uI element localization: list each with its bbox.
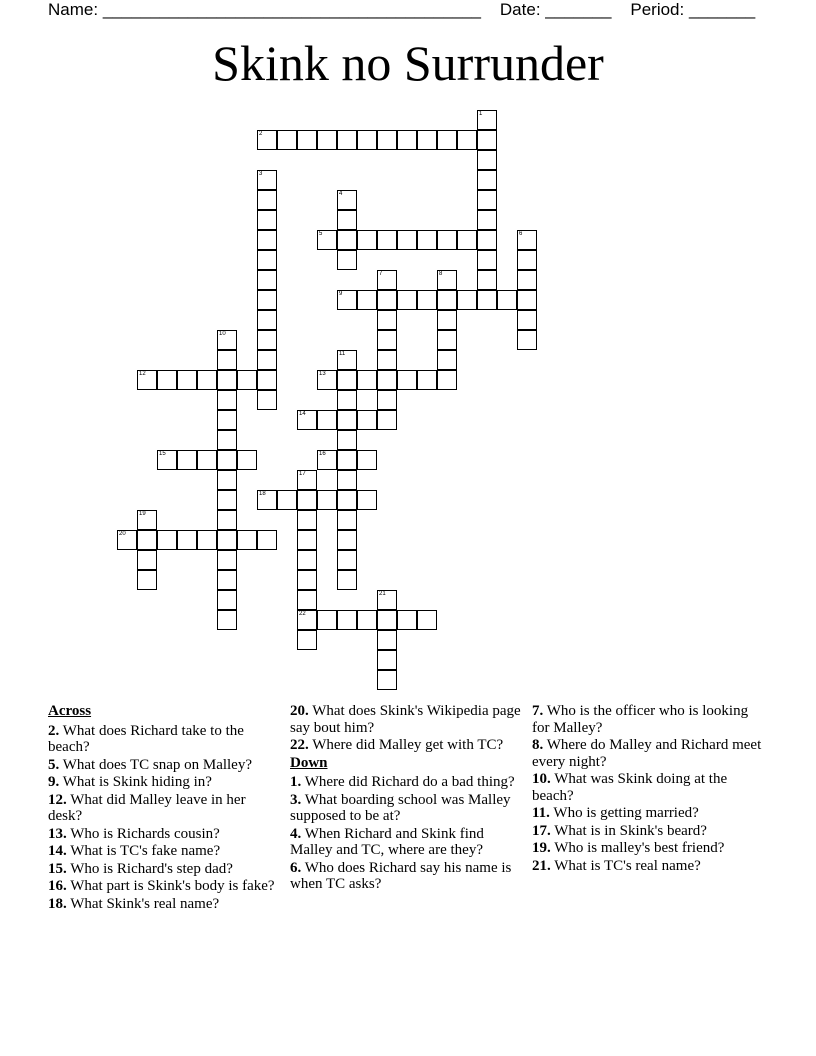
grid-cell[interactable]	[217, 570, 237, 590]
period-label: Period:	[630, 0, 685, 19]
grid-cell[interactable]	[257, 170, 277, 190]
grid-cell[interactable]	[417, 230, 437, 250]
grid-cell[interactable]	[437, 370, 457, 390]
grid-cell[interactable]	[177, 370, 197, 390]
grid-cell[interactable]	[377, 610, 397, 630]
grid-cell[interactable]	[377, 650, 397, 670]
grid-cell[interactable]	[257, 290, 277, 310]
clue-down-7: 7. Who is the officer who is looking for Malley?	[532, 703, 749, 736]
grid-cell[interactable]	[357, 370, 377, 390]
grid-cell[interactable]	[197, 530, 217, 550]
grid-cell[interactable]	[257, 310, 277, 330]
grid-cell[interactable]	[337, 450, 357, 470]
clue-number: 10	[219, 331, 226, 337]
grid-cell[interactable]	[257, 390, 277, 410]
grid-cell[interactable]	[237, 530, 257, 550]
grid-cell[interactable]	[417, 610, 437, 630]
grid-cell[interactable]	[437, 230, 457, 250]
grid-cell[interactable]	[337, 530, 357, 550]
grid-cell[interactable]	[417, 290, 437, 310]
clue-number: 12	[139, 371, 146, 377]
grid-cell[interactable]	[437, 310, 457, 330]
clue-number: 7	[379, 271, 383, 277]
grid-cell[interactable]	[157, 450, 177, 470]
clue-number: 2	[259, 131, 263, 137]
clue-number: 16	[319, 451, 326, 457]
grid-cell[interactable]	[377, 310, 397, 330]
date-label: Date:	[499, 0, 541, 19]
grid-cell[interactable]	[477, 290, 497, 310]
clue-number: 19	[139, 511, 146, 517]
clue-number: 22	[299, 611, 306, 617]
grid-cell[interactable]	[337, 390, 357, 410]
grid-cell[interactable]	[297, 490, 317, 510]
grid-cell[interactable]	[357, 230, 377, 250]
grid-cell[interactable]	[397, 290, 417, 310]
grid-cell[interactable]	[377, 410, 397, 430]
clue-down-8: 8. Where do Malley and Richard meet every night?	[532, 737, 762, 770]
grid-cell[interactable]	[337, 250, 357, 270]
grid-cell[interactable]	[217, 370, 237, 390]
clue-down-4: 4. When Richard and Skink find Malley and TC, where are they?	[290, 825, 484, 858]
grid-cell[interactable]	[357, 130, 377, 150]
grid-cell[interactable]	[297, 550, 317, 570]
clue-down-6: 6. Who does Richard say his name is when TC asks?	[290, 859, 512, 892]
grid-cell[interactable]	[337, 190, 357, 210]
grid-cell[interactable]	[377, 270, 397, 290]
clue-number: 15	[159, 451, 166, 457]
clue-number: 20	[119, 531, 126, 537]
grid-cell[interactable]	[477, 190, 497, 210]
clue-number: 17	[299, 471, 306, 477]
grid-cell[interactable]	[157, 530, 177, 550]
grid-cell[interactable]	[377, 230, 397, 250]
name-label: Name:	[48, 0, 99, 19]
grid-cell[interactable]	[297, 570, 317, 590]
grid-cell[interactable]	[257, 250, 277, 270]
clue-number: 8	[439, 271, 443, 277]
clue-down-1: 1. Where did Richard do a bad thing?	[290, 774, 515, 790]
page-title: Skink no Surrunder	[212, 35, 604, 91]
grid-cell[interactable]	[357, 290, 377, 310]
grid-cell[interactable]	[377, 390, 397, 410]
grid-cell[interactable]	[217, 450, 237, 470]
grid-cell[interactable]	[217, 390, 237, 410]
grid-cell[interactable]	[297, 630, 317, 650]
clues-column-3	[532, 703, 764, 875]
clue-number: 5	[319, 231, 323, 237]
clue-number: 1	[479, 111, 483, 117]
grid-cell[interactable]	[297, 590, 317, 610]
clue-down-19: 19. Who is malley's best friend?	[532, 840, 725, 856]
grid-cell[interactable]	[157, 370, 177, 390]
grid-cell[interactable]	[217, 470, 237, 490]
grid-cell[interactable]	[437, 330, 457, 350]
grid-cell[interactable]	[337, 290, 357, 310]
grid-cell[interactable]	[297, 610, 317, 630]
clue-across-14: 14. What is TC's fake name?	[48, 843, 221, 859]
grid-cell[interactable]	[297, 530, 317, 550]
grid-cell[interactable]	[517, 250, 537, 270]
grid-cell[interactable]	[277, 490, 297, 510]
grid-cell[interactable]	[477, 270, 497, 290]
grid-cell[interactable]	[457, 230, 477, 250]
clue-across-12: 12. What did Malley leave in her desk?	[48, 791, 246, 824]
grid-cell[interactable]	[397, 370, 417, 390]
grid-cell[interactable]	[337, 610, 357, 630]
across-heading: Across	[48, 703, 92, 719]
grid-cell[interactable]	[517, 330, 537, 350]
clue-across-5: 5. What does TC snap on Malley?	[48, 756, 252, 773]
grid-cell[interactable]	[217, 490, 237, 510]
grid-cell[interactable]	[297, 410, 317, 430]
clue-number: 18	[259, 491, 266, 497]
grid-cell[interactable]	[317, 370, 337, 390]
grid-cell[interactable]	[217, 350, 237, 370]
clue-across-13: 13. Who is Richards cousin?	[48, 825, 220, 842]
grid-cell[interactable]	[177, 530, 197, 550]
clue-number: 11	[339, 351, 346, 357]
grid-cell[interactable]	[337, 230, 357, 250]
grid-cell[interactable]	[337, 470, 357, 490]
grid-cell[interactable]	[477, 230, 497, 250]
clues-column-1	[48, 703, 280, 913]
grid-cell[interactable]	[217, 410, 237, 430]
clue-number: 14	[299, 411, 306, 417]
grid-cell[interactable]	[217, 430, 237, 450]
clue-number: 4	[339, 191, 343, 197]
grid-cell[interactable]	[357, 490, 377, 510]
grid-cell[interactable]	[437, 130, 457, 150]
grid-cell[interactable]	[377, 350, 397, 370]
grid-cell[interactable]	[477, 210, 497, 230]
grid-cell[interactable]	[377, 370, 397, 390]
grid-cell[interactable]	[317, 450, 337, 470]
clue-number: 21	[379, 591, 386, 597]
grid-cell[interactable]	[517, 270, 537, 290]
grid-cell[interactable]	[317, 610, 337, 630]
grid-cell[interactable]	[257, 490, 277, 510]
grid-cell[interactable]	[337, 550, 357, 570]
grid-cell[interactable]	[217, 330, 237, 350]
date-field[interactable]: _______	[545, 0, 612, 19]
grid-cell[interactable]	[317, 130, 337, 150]
grid-cell[interactable]	[217, 550, 237, 570]
grid-cell[interactable]	[317, 490, 337, 510]
grid-cell[interactable]	[217, 590, 237, 610]
grid-cell[interactable]	[257, 370, 277, 390]
grid-cell[interactable]	[277, 130, 297, 150]
grid-cell[interactable]	[357, 410, 377, 430]
clue-across-15: 15. Who is Richard's step dad?	[48, 860, 233, 877]
grid-cell[interactable]	[337, 430, 357, 450]
clue-across-9: 9. What is Skink hiding in?	[48, 774, 212, 790]
grid-cell[interactable]	[377, 290, 397, 310]
clue-across-18: 18. What Skink's real name?	[48, 895, 220, 912]
grid-cell[interactable]	[477, 170, 497, 190]
name-field[interactable]: ________________________________________	[102, 0, 481, 19]
grid-cell[interactable]	[457, 290, 477, 310]
grid-cell[interactable]	[357, 450, 377, 470]
grid-cell[interactable]	[337, 370, 357, 390]
clues-column-2	[290, 703, 522, 894]
clue-number: 13	[319, 371, 326, 377]
clue-down-17: 17. What is in Skink's beard?	[532, 822, 707, 839]
grid-cell[interactable]	[517, 230, 537, 250]
grid-cell[interactable]	[177, 450, 197, 470]
grid-cell[interactable]	[337, 570, 357, 590]
grid-cell[interactable]	[257, 210, 277, 230]
grid-cell[interactable]	[297, 130, 317, 150]
clue-across-22: 22. Where did Malley get with TC?	[290, 737, 504, 753]
clue-down-10: 10. What was Skink doing at the beach?	[532, 771, 728, 804]
grid-cell[interactable]	[337, 130, 357, 150]
grid-cell[interactable]	[257, 230, 277, 250]
grid-cell[interactable]	[297, 470, 317, 490]
grid-cell[interactable]	[257, 130, 277, 150]
period-field[interactable]: _______	[688, 0, 756, 19]
grid-cell[interactable]	[397, 130, 417, 150]
grid-cell[interactable]	[397, 230, 417, 250]
clue-across-16: 16. What part is Skink's body is fake?	[48, 878, 275, 894]
grid-cell[interactable]	[517, 290, 537, 310]
grid-cell[interactable]	[337, 410, 357, 430]
grid-cell[interactable]	[237, 450, 257, 470]
grid-cell[interactable]	[217, 530, 237, 550]
grid-cell[interactable]	[497, 290, 517, 310]
grid-cell[interactable]	[137, 510, 157, 530]
grid-cell[interactable]	[377, 130, 397, 150]
grid-cell[interactable]	[217, 510, 237, 530]
grid-cell[interactable]	[317, 410, 337, 430]
clue-down-21: 21. What is TC's real name?	[532, 857, 701, 874]
clue-number: 3	[259, 171, 263, 177]
grid-cell[interactable]	[477, 110, 497, 130]
grid-cell[interactable]	[257, 350, 277, 370]
grid-cell[interactable]	[377, 670, 397, 690]
grid-cell[interactable]	[377, 330, 397, 350]
grid-cell[interactable]	[197, 370, 217, 390]
grid-cell[interactable]	[477, 250, 497, 270]
grid-cell[interactable]	[437, 290, 457, 310]
grid-cell[interactable]	[137, 550, 157, 570]
grid-cell[interactable]	[257, 530, 277, 550]
clue-across-2: 2. What does Richard take to the beach?	[48, 722, 244, 755]
grid-cell[interactable]	[217, 610, 237, 630]
down-heading: Down	[290, 754, 328, 771]
grid-cell[interactable]	[237, 370, 257, 390]
clue-down-11: 11. Who is getting married?	[532, 805, 699, 821]
grid-cell[interactable]	[257, 270, 277, 290]
grid-cell[interactable]	[377, 630, 397, 650]
grid-cell[interactable]	[257, 190, 277, 210]
grid-cell[interactable]	[417, 130, 437, 150]
grid-cell[interactable]	[297, 510, 317, 530]
grid-cell[interactable]	[337, 210, 357, 230]
grid-cell[interactable]	[137, 530, 157, 550]
clue-across-20: 20. What does Skink's Wikipedia page say bout him?	[290, 703, 521, 736]
grid-cell[interactable]	[397, 610, 417, 630]
grid-cell[interactable]	[137, 570, 157, 590]
clue-number: 9	[339, 291, 343, 297]
grid-cell[interactable]	[337, 510, 357, 530]
grid-cell[interactable]	[357, 610, 377, 630]
grid-cell[interactable]	[437, 350, 457, 370]
grid-cell[interactable]	[457, 130, 477, 150]
grid-cell[interactable]	[337, 350, 357, 370]
grid-cell[interactable]	[117, 530, 137, 550]
grid-cell[interactable]	[137, 370, 157, 390]
clue-number: 6	[519, 231, 523, 237]
grid-cell[interactable]	[197, 450, 217, 470]
grid-cell[interactable]	[477, 150, 497, 170]
grid-cell[interactable]	[377, 590, 397, 610]
grid-cell[interactable]	[477, 130, 497, 150]
grid-cell[interactable]	[317, 230, 337, 250]
grid-cell[interactable]	[257, 330, 277, 350]
grid-cell[interactable]	[337, 490, 357, 510]
grid-cell[interactable]	[437, 270, 457, 290]
grid-cell[interactable]	[417, 370, 437, 390]
clue-down-3: 3. What boarding school was Malley supposed to be at?	[290, 791, 511, 824]
grid-cell[interactable]	[517, 310, 537, 330]
